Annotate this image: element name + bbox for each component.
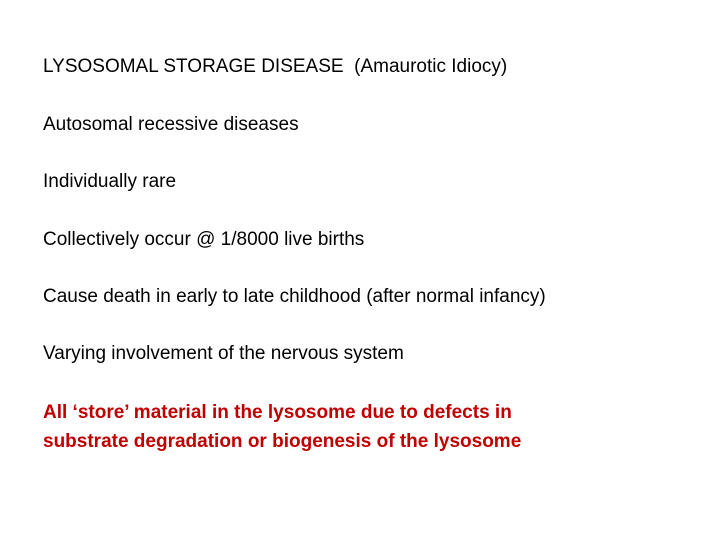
slide-title: [43, 53, 507, 81]
bullet-frequency: Collectively occur @ 1/8000 live births: [43, 229, 365, 250]
bullet-nervous-system: Varying involvement of the nervous system: [43, 343, 404, 364]
title-main: LYSOSOMAL STORAGE DISEASE: [43, 56, 344, 77]
highlight-line-1: All ‘store’ material in the lysosome due to defects in: [43, 402, 512, 423]
bullet-cause-death: Cause death in early to late childhood (after normal infancy): [43, 286, 546, 307]
bullet-autosomal: Autosomal recessive diseases: [43, 114, 299, 135]
highlight-statement: [43, 398, 643, 456]
title-sub: (Amaurotic Idiocy): [354, 56, 508, 77]
highlight-line-2: substrate degradation or biogenesis of the lysosome: [43, 431, 522, 452]
bullet-rare: Individually rare: [43, 171, 177, 192]
